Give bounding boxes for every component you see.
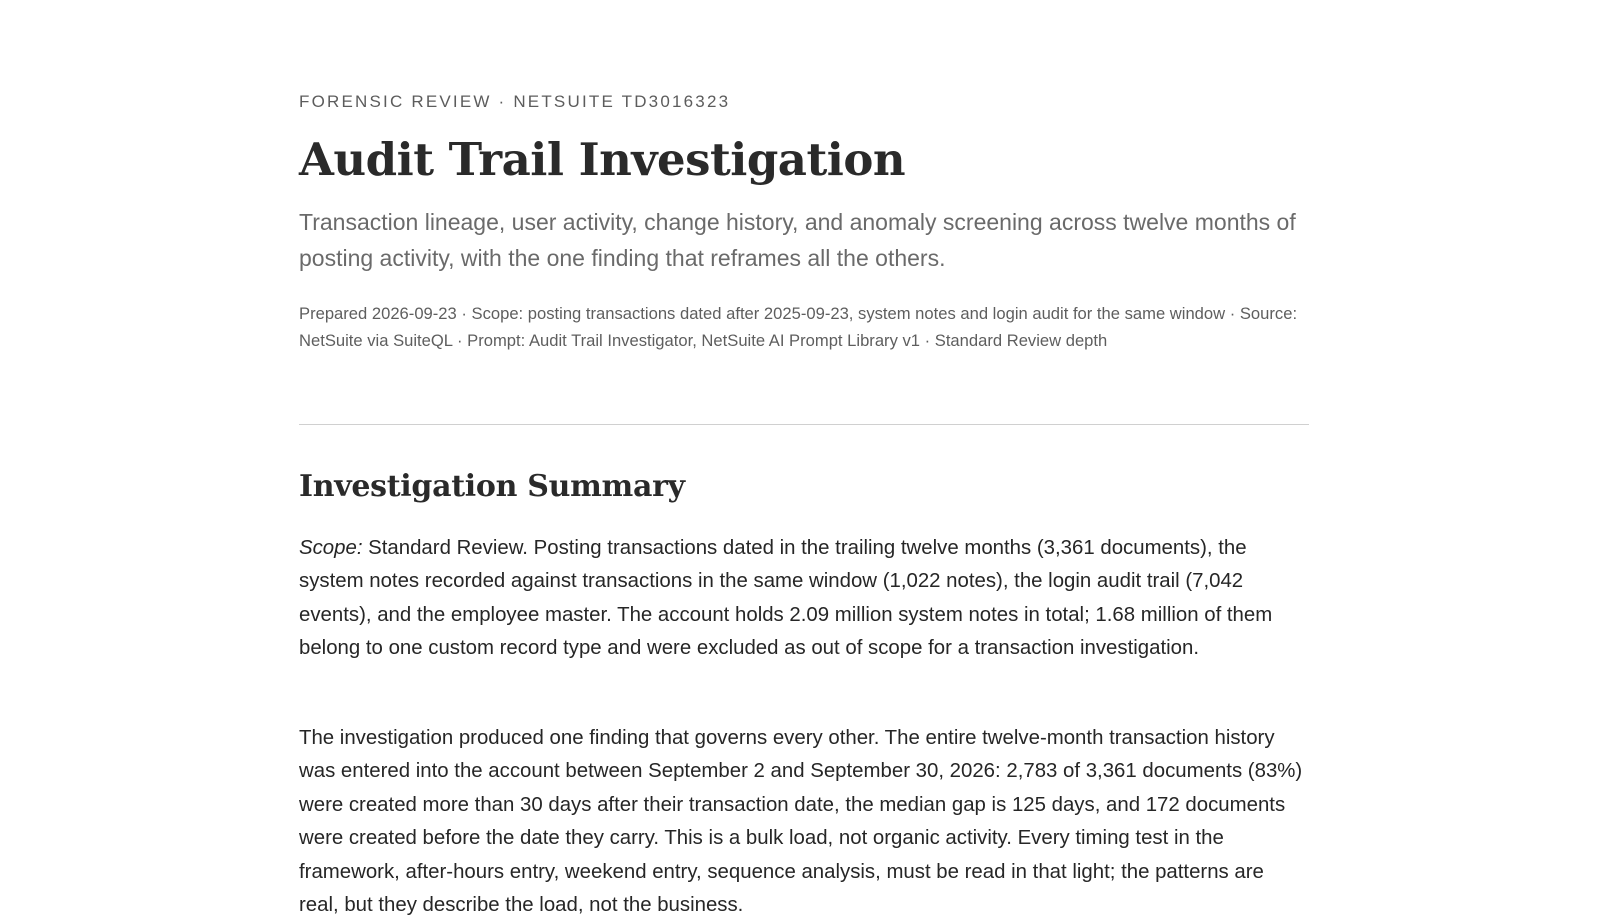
report-eyebrow: FORENSIC REVIEW · NETSUITE TD3016323: [299, 92, 731, 111]
report-metadata: Prepared 2026-09-23 · Scope: posting transactions dated after 2025-09-23, system notes and login audit for the same window · Source: NetSuite via SuiteQL · Prompt: Audit Trail Investigator, NetSuite AI Prompt Library v1 · Standard Review depth: [299, 304, 1298, 350]
section-divider: [299, 424, 1309, 425]
investigation-summary-heading: Investigation Summary: [299, 469, 685, 504]
scope-label: Scope:: [299, 537, 363, 559]
report-subtitle: Transaction lineage, user activity, change history, and anomaly screening across twelve months of posting activity, with the one finding that reframes all the others.: [299, 209, 1296, 271]
scope-text: Standard Review. Posting transactions dated in the trailing twelve months (3,361 documents), the system notes recorded against transactions in the same window (1,022 notes), the login audit trail (7,042 events), and the employee master. The account holds 2.09 million system notes in total; 1.68 million of them belong to one custom record type and were excluded as out of scope for a transaction investigation.: [299, 537, 1273, 660]
key-finding-paragraph: The investigation produced one finding that governs every other. The entire twelve-month transaction history was entered into the account between September 2 and September 30, 2026: 2,783 of 3,361 documents (83%) were created more than 30 days after their transaction date, the median gap is 125 days, and 172 documents were created before the date they carry. This is a bulk load, not organic activity. Every timing test in the framework, after-hours entry, weekend entry, sequence analysis, must be read in that light; the patterns are real, but they describe the load, not the business.: [299, 727, 1303, 917]
report-title: Audit Trail Investigation: [299, 133, 906, 186]
scope-paragraph: [299, 532, 1309, 666]
